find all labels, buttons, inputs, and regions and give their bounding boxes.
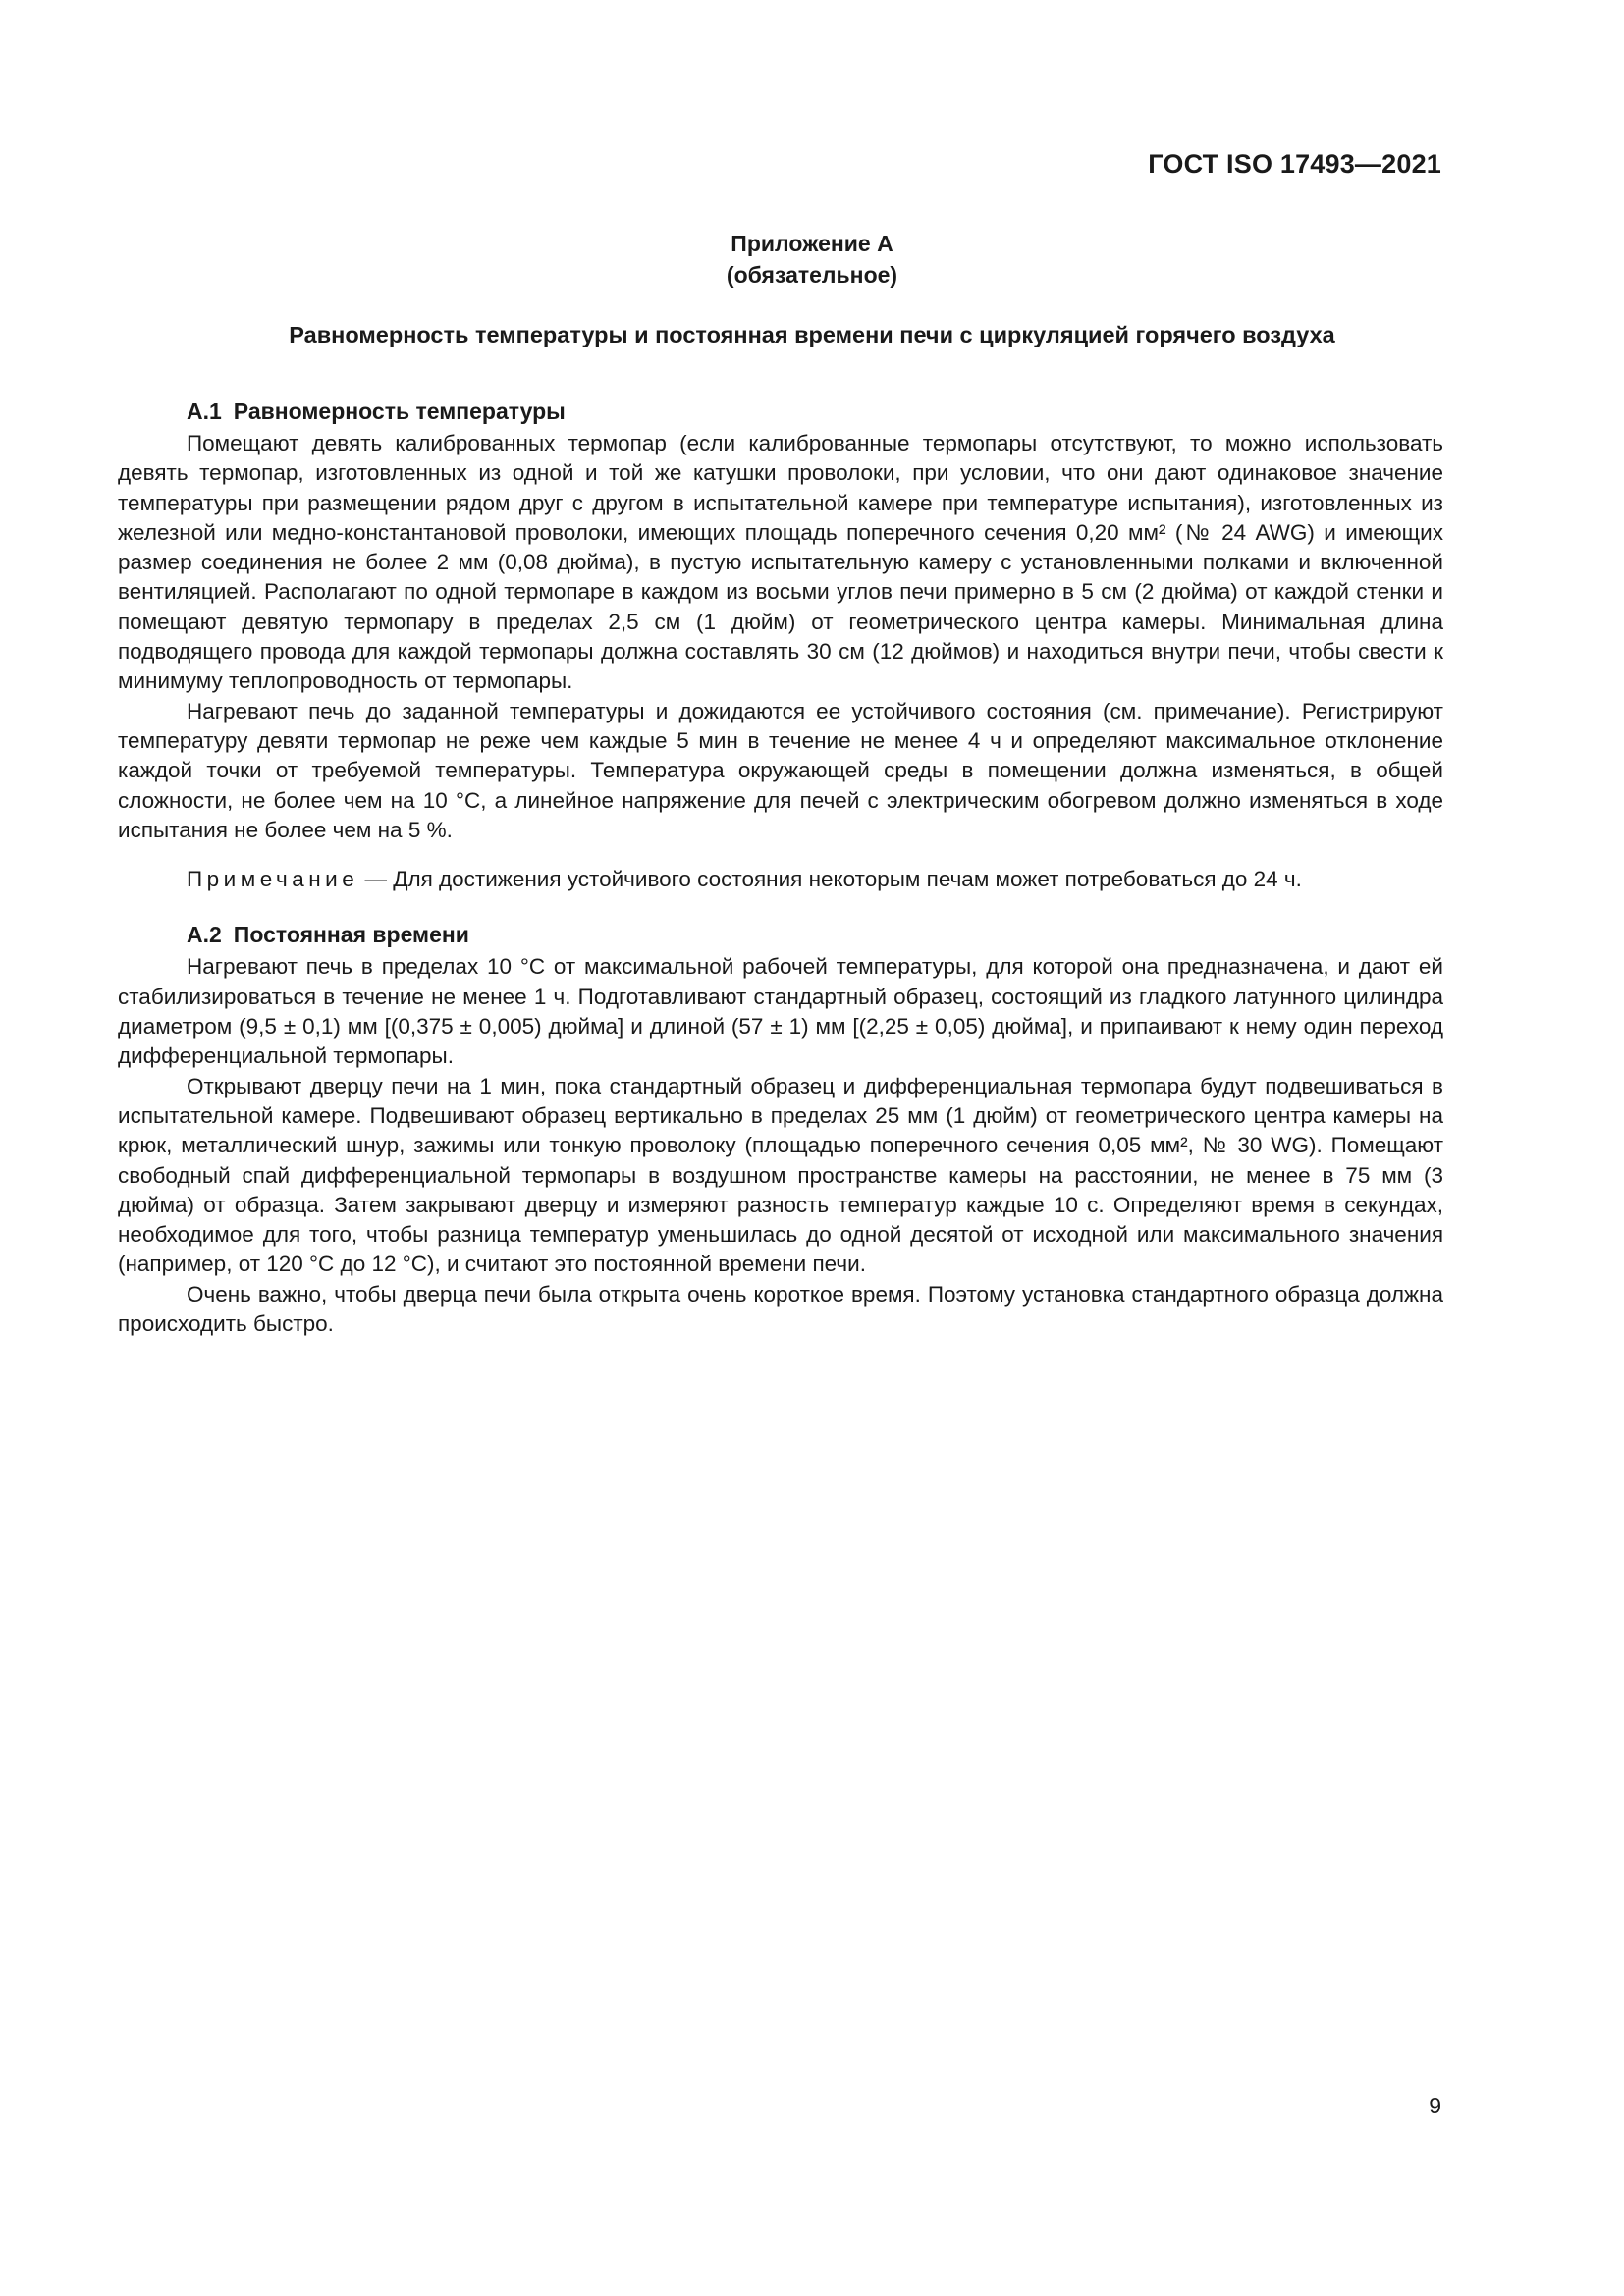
document-code: ГОСТ ISO 17493—2021 <box>1148 149 1441 179</box>
section-title: Постоянная времени <box>233 922 469 948</box>
annex-heading <box>0 228 1624 291</box>
note-text: — Для достижения устойчивого состояния некоторым печам может потребоваться до 24 ч. <box>358 867 1302 892</box>
section-a2 <box>118 920 1443 1339</box>
annex-label: Приложение А <box>731 231 893 256</box>
paragraph: Нагревают печь в пределах 10 °С от максимальной рабочей температуры, для которой она предназначена, и дают ей стабилизироваться в течение не менее 1 ч. Подготавливают стандартный образец, состоящий из гладкого латунного цилиндра диаметром (9,5 ± 0,1) мм [(0,375 ± 0,005) дюйма] и длиной (57 ± 1) мм [(2,25 ± 0,05) дюйма], и припаивают к нему один переход дифференциальной термопары. <box>118 954 1443 1069</box>
paragraph: Открывают дверцу печи на 1 мин, пока стандартный образец и дифференциальная термопара будут подвешиваться в испытательной камере. Подвешивают образец вертикально в пределах 25 мм (1 дюйм) от геометрического центра камеры на крюк, металлический шнур, зажимы или тонкую проволоку (площадью поперечного сечения 0,05 мм², № 30 WG). Помещают свободный спай дифференциальной термопары в воздушном пространстве камеры на расстоянии, не менее в 75 мм (3 дюйма) от образца. Затем закрывают дверцу и измеряют разность температур каждые 10 с. Определяют время в секундах, необходимое для того, чтобы разница температур уменьшилась до одной десятой от исходной или максимального значения (например, от 120 °С до 12 °С), и считают это постоянной времени печи. <box>118 1073 1443 1277</box>
annex-status: (обязательное) <box>726 262 898 288</box>
section-number: А.2 <box>187 922 222 948</box>
note-label: Примечание <box>187 867 359 892</box>
paragraph: Помещают девять калиброванных термопар (если калиброванные термопары отсутствуют, то можно использовать девять термопар, изготовленных из одной и той же катушки проволоки, при условии, что они дают одинаковое значение температуры при размещении рядом друг с другом в испытательной камере при температуре испытания), изготовленных из железной или медно-константановой проволоки, имеющих площадь поперечного сечения 0,20 мм² (№ 24 AWG) и имеющих размер соединения не более 2 мм (0,08 дюйма), в пустую испытательную камеру с установленными полками и включенной вентиляцией. Располагают по одной термопаре в каждом из восьми углов печи примерно в 5 см (2 дюйма) от каждой стенки и помещают девятую термопару в пределах 2,5 см (1 дюйм) от геометрического центра камеры. Минимальная длина подводящего провода для каждой термопары должна составлять 30 см (12 дюймов) и находиться внутри печи, чтобы свести к минимуму теплопроводность от термопары. <box>118 431 1443 694</box>
section-title: Равномерность температуры <box>233 399 566 424</box>
section-a1 <box>118 397 1443 894</box>
note <box>118 865 1443 894</box>
annex-title: Равномерность температуры и постоянная времени печи с циркуляцией горячего воздуха <box>289 322 1335 347</box>
document-body <box>118 397 1443 1339</box>
paragraph: Нагревают печь до заданной температуры и дожидаются ее устойчивого состояния (см. примечание). Регистрируют температуру девяти термопар не реже чем каждые 5 мин в течение не менее 4 ч и определяют максимальное отклонение каждой точки от требуемой температуры. Температура окружающей среды в помещении должна изменяться, в общей сложности, не более чем на 10 °С, а линейное напряжение для печей с электрическим обогревом должно изменяться в ходе испытания не более чем на 5 %. <box>118 698 1443 842</box>
paragraph: Очень важно, чтобы дверца печи была открыта очень короткое время. Поэтому установка стандартного образца должна происходить быстро. <box>118 1281 1443 1337</box>
section-heading <box>118 920 1443 949</box>
section-number: А.1 <box>187 399 222 424</box>
page-number: 9 <box>1429 2093 1441 2118</box>
section-heading <box>118 397 1443 426</box>
